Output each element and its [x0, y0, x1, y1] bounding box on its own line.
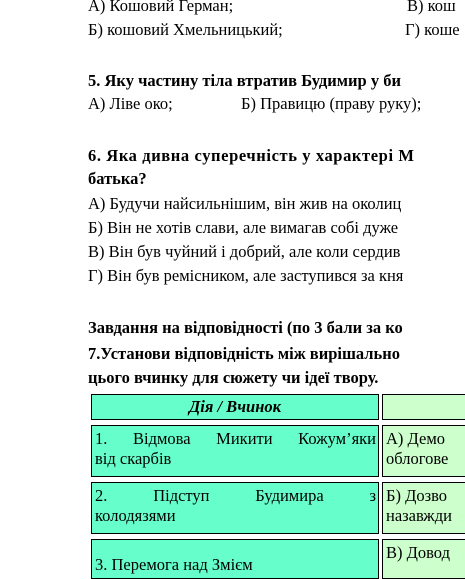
q6-title-line2: батька?: [88, 169, 147, 188]
table-row-answer: А) Демо облогове: [382, 425, 465, 477]
table-row-answer: Б) Дозво назавжди: [382, 482, 465, 534]
table-header-meaning: [382, 394, 465, 420]
table-row: 3. Перемога над Змієм: [91, 539, 379, 579]
q6-option-c: В) Він був чуйний і добрий, але коли сердив: [88, 242, 401, 261]
row2-left-line1: 2. Підступ Будимира з: [95, 486, 376, 505]
row2-left-line2: колодязями: [95, 506, 176, 525]
q4-option-b: Б) кошовий Хмельницький;: [88, 20, 283, 39]
q6-title-line1: 6. Яка дивна суперечність у характері М: [88, 146, 415, 165]
q5-title: 5. Яку частину тіла втратив Будимир у би: [88, 71, 401, 90]
table-row-answer: В) Довод: [382, 539, 465, 579]
q4-option-c: В) кош: [407, 0, 456, 15]
table-row: [91, 425, 379, 477]
q6-option-b: Б) Він не хотів слави, але вимагав собі дуже: [88, 218, 399, 237]
q4-option-d: Г) коше: [405, 20, 460, 39]
table-header-action: Дія / Вчинок: [91, 394, 379, 420]
q7-title-line1: 7.Установи відповідність між вирішально: [88, 344, 401, 363]
q6-option-d: Г) Він був ремісником, але заступився за кня: [88, 266, 404, 285]
q5-option-b: Б) Правицю (праву руку);: [241, 94, 422, 113]
q5-option-a: А) Ліве око;: [88, 94, 173, 113]
q7-title-line2: цього вчинку для сюжету чи ідеї твору.: [88, 368, 379, 387]
row1-left-line2: від скарбів: [95, 449, 172, 468]
row1-left-line1: 1. Відмова Микити Кожум’яки: [95, 429, 376, 448]
table-row: [91, 482, 379, 534]
q6-option-a: А) Будучи найсильнішим, він жив на околиц: [88, 194, 402, 213]
q4-option-a: А) Кошовий Герман;: [88, 0, 234, 15]
task-heading: Завдання на відповідності (по 3 бали за ко: [88, 318, 403, 337]
